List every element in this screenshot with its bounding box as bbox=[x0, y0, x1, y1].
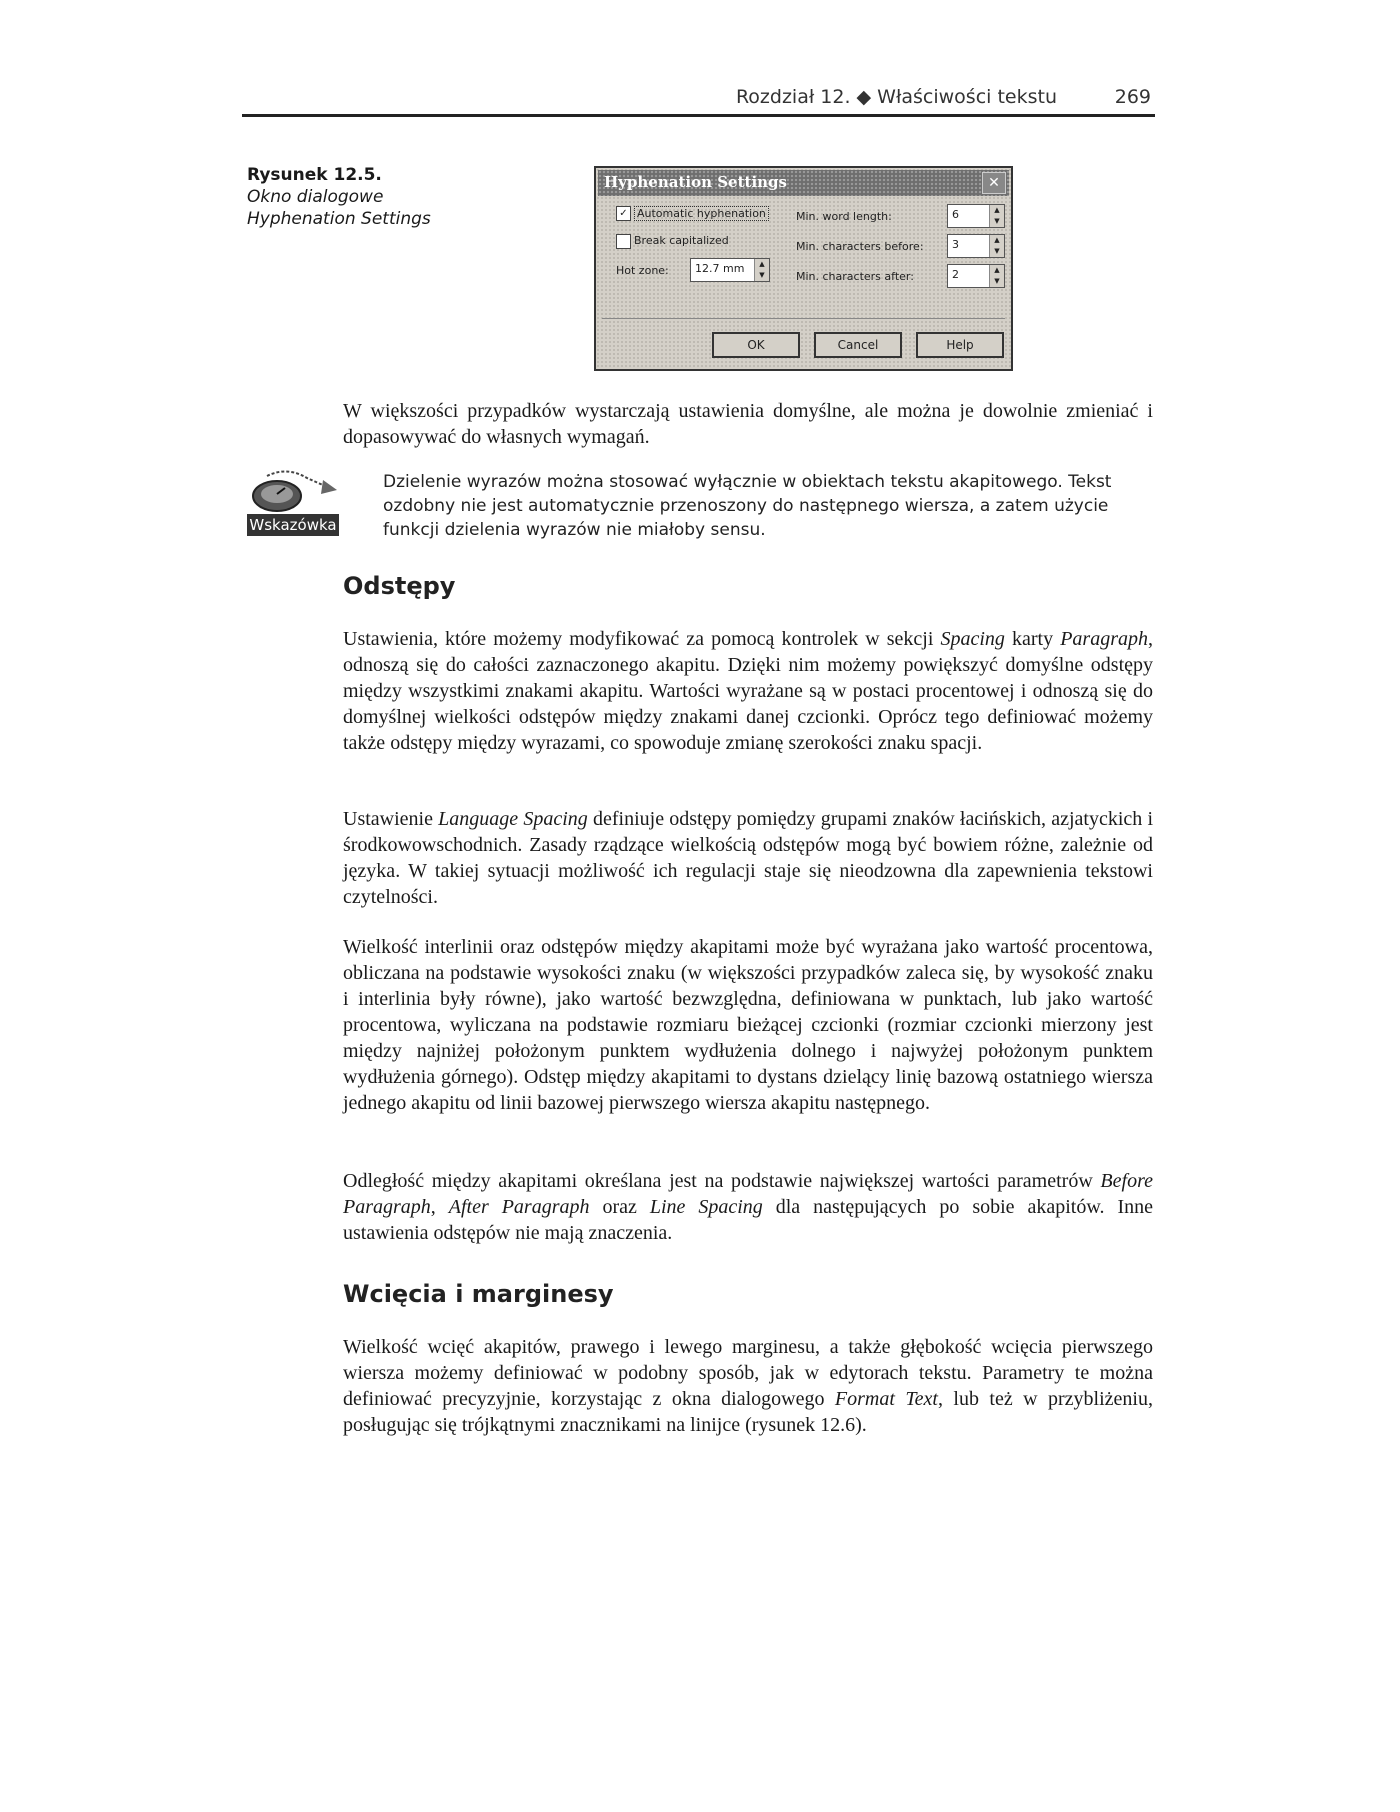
break-capitalized-label: Break capitalized bbox=[634, 234, 729, 247]
section1-paragraph-4 bbox=[343, 1168, 1153, 1246]
text-run: definiuje odstępy pomiędzy grupami znaków łacińskich, azjatyckich i środkowowschodnich. Zasady rządzące wielkością odstępów mogą być bowiem różne, zależnie od języka. W takiej sytuacji możliwość ich regulacji staje się nieodzowna dla zapewnienia tekstowi czytelności. bbox=[343, 808, 1153, 908]
figure-caption bbox=[247, 164, 457, 230]
text-run: oraz bbox=[589, 1196, 650, 1218]
dialog-titlebar bbox=[598, 170, 1009, 196]
close-icon[interactable]: ✕ bbox=[982, 172, 1006, 194]
min-word-length-label: Min. word length: bbox=[796, 210, 892, 223]
section2-paragraph-1 bbox=[343, 1334, 1153, 1438]
intro-paragraph: W większości przypadków wystarczają ustawienia domyślne, ale można je dowolnie zmieniać i dopasowywać do własnych wymagań. bbox=[343, 400, 1153, 448]
text-run: , bbox=[430, 1196, 449, 1218]
min-chars-after-label: Min. characters after: bbox=[796, 270, 914, 283]
min-chars-before-input[interactable] bbox=[947, 234, 1005, 258]
dialog-title: Hyphenation Settings bbox=[604, 173, 787, 191]
ok-button[interactable]: OK bbox=[712, 332, 800, 358]
italic-term: Paragraph bbox=[1060, 628, 1149, 650]
min-chars-after-spinner[interactable]: ▲ ▼ bbox=[989, 265, 1004, 287]
text-run: dla następujących po sobie akapitów. Inne ustawienia odstępów nie mają znaczenia. bbox=[343, 1196, 1153, 1244]
figure-number: Rysunek 12.5. bbox=[247, 165, 382, 185]
hot-zone-value: 12.7 mm bbox=[695, 262, 745, 275]
page-number: 269 bbox=[1114, 86, 1151, 108]
section1-paragraph-3: Wielkość interlinii oraz odstępów między akapitami może być wyrażana jako wartość procentowa, obliczana na podstawie wysokości znaku (w większości przypadków zaleca się, by wysokość znaku i interlinia były równe), jako wartość bezwzględna, definiowana w punktach, lub jako wartość procentowa, wyliczana na podstawie rozmiaru bieżącej czcionki (rozmiar czcionki mierzony jest między najniżej położonym punktem wydłużenia dolnego i najwyżej położonym punktem wydłużenia górnego). Odstęp między akapitami to dystans dzielący linię bazową ostatniego wiersza jednego akapitu od linii bazowej pierwszego wiersza akapitu następnego. bbox=[343, 936, 1153, 1114]
tip-text: Dzielenie wyrazów można stosować wyłącznie w obiektach tekstu akapitowego. Tekst ozdobny nie jest automatycznie przenoszony do następnego wiersza, a zatem użycie funkcji dzielenia wyrazów nie miałoby sensu. bbox=[383, 472, 1112, 540]
cancel-button[interactable]: Cancel bbox=[814, 332, 902, 358]
section-heading-odstepy: Odstępy bbox=[343, 572, 456, 600]
italic-term: Format Text bbox=[834, 1388, 938, 1410]
hot-zone-spinner[interactable]: ▲ ▼ bbox=[754, 259, 769, 281]
italic-term: Before Paragraph bbox=[343, 1170, 1153, 1218]
min-chars-after-input[interactable] bbox=[947, 264, 1005, 288]
text-run: karty bbox=[1004, 628, 1061, 650]
dialog-separator bbox=[602, 318, 1005, 319]
section-heading-wciecia: Wcięcia i marginesy bbox=[343, 1280, 614, 1308]
text-run: Ustawienie bbox=[343, 808, 439, 830]
min-chars-before-spinner[interactable]: ▲ ▼ bbox=[989, 235, 1004, 257]
hot-zone-label: Hot zone: bbox=[616, 264, 669, 277]
break-capitalized-checkbox[interactable] bbox=[616, 234, 631, 249]
figure-caption-line1: Okno dialogowe bbox=[247, 187, 384, 207]
min-chars-after-value: 2 bbox=[952, 268, 959, 281]
automatic-hyphenation-label: Automatic hyphenation bbox=[634, 206, 769, 221]
text-run: Ustawienia, które możemy modyfikować za pomocą kontrolek w sekcji bbox=[343, 628, 941, 650]
min-chars-before-value: 3 bbox=[952, 238, 959, 251]
text-run: , odnoszą się do całości zaznaczonego akapitu. Dzięki nim możemy powiększyć domyślne odstępy między wszystkimi znakami akapitu. Wartości wyrażane są w postaci procentowej i odnoszą się do domyślnej wielkości odstępów między znakami danej czcionki. Oprócz tego definiować możemy także odstępy między wyrazami, co spowoduje zmianę szerokości znaku spacji. bbox=[343, 628, 1154, 754]
figure-caption-line2: Hyphenation Settings bbox=[247, 209, 431, 229]
help-button[interactable]: Help bbox=[916, 332, 1004, 358]
min-chars-before-label: Min. characters before: bbox=[796, 240, 924, 253]
hyphenation-settings-dialog bbox=[594, 166, 1013, 371]
chapter-title: Rozdział 12. ◆ Właściwości tekstu bbox=[735, 86, 1057, 108]
hot-zone-input[interactable] bbox=[690, 258, 770, 282]
section1-paragraph-2 bbox=[343, 806, 1153, 910]
italic-term: Line Spacing bbox=[649, 1196, 763, 1218]
section1-paragraph-1 bbox=[343, 626, 1153, 756]
text-run: Odległość między akapitami określana jest na podstawie największej wartości parametrów bbox=[343, 1170, 1101, 1192]
min-word-length-spinner[interactable]: ▲ ▼ bbox=[989, 205, 1004, 227]
min-word-length-value: 6 bbox=[952, 208, 959, 221]
text-run: , lub też w przybliżeniu, posługując się trójkątnymi znacznikami na linijce (rysunek 12.6). bbox=[343, 1388, 1153, 1436]
text-run: Wielkość wcięć akapitów, prawego i lewego marginesu, a także głębokość wcięcia pierwszego wiersza możemy definiować w podobny sposób, jak w edytorach tekstu. Parametry te można definiować precyzyjnie, korzystając z okna dialogowego bbox=[343, 1336, 1153, 1410]
automatic-hyphenation-checkbox[interactable]: ✓ bbox=[616, 206, 631, 221]
italic-term: After Paragraph bbox=[448, 1196, 590, 1218]
tip-badge: Wskazówka bbox=[247, 514, 339, 536]
running-header bbox=[242, 84, 1155, 117]
italic-term: Spacing bbox=[940, 628, 1005, 650]
italic-term: Language Spacing bbox=[438, 808, 588, 830]
min-word-length-input[interactable] bbox=[947, 204, 1005, 228]
